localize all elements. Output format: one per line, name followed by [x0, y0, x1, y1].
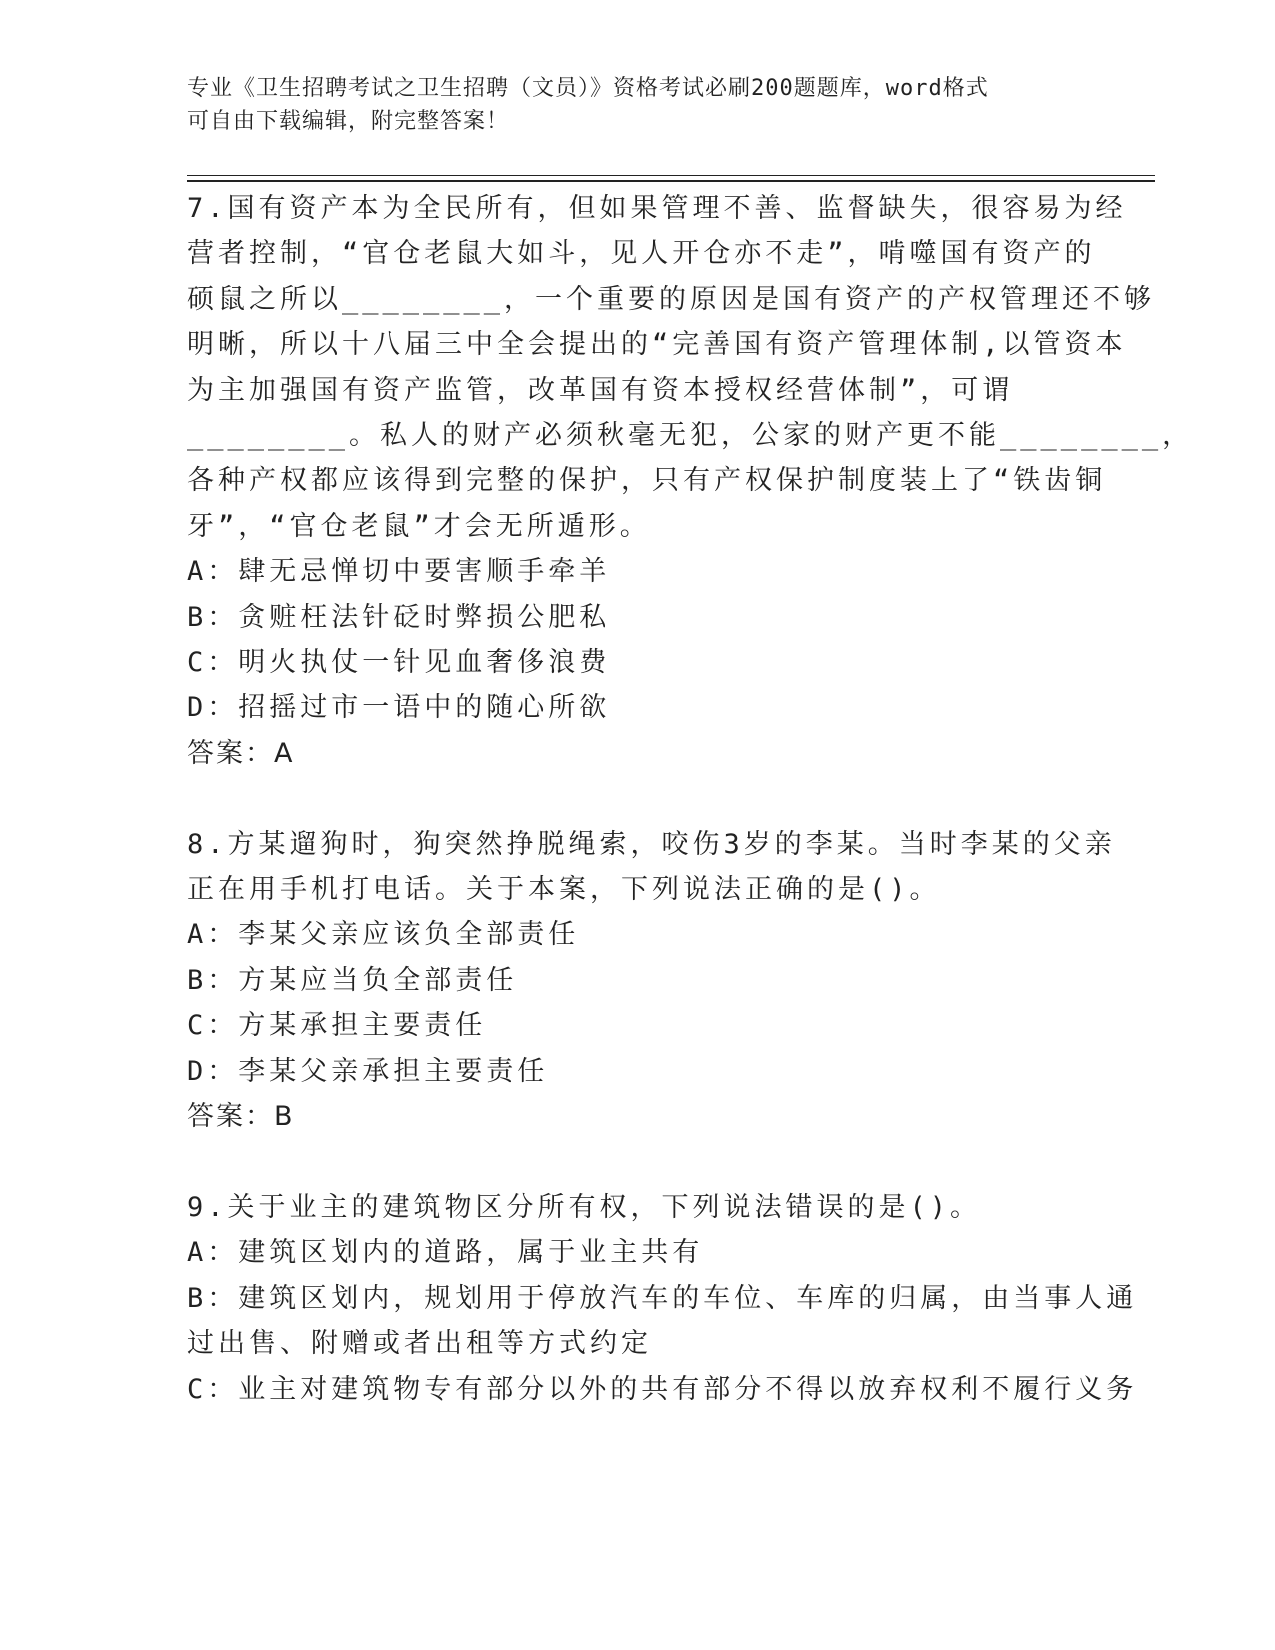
question-spacer — [187, 1140, 1077, 1185]
option-a: A：建筑区划内的道路，属于业主共有 — [187, 1237, 704, 1269]
option-b: B：方某应当负全部责任 — [187, 964, 518, 996]
option-a: A：李某父亲应该负全部责任 — [187, 919, 580, 951]
question-text-line: 9.关于业主的建筑物区分所有权，下列说法错误的是()。 — [187, 1191, 982, 1223]
question-text-line: 正在用手机打电话。关于本案，下列说法正确的是()。 — [187, 874, 941, 906]
question-list — [187, 186, 1194, 1412]
header-line-1: 专业《卫生招聘考试之卫生招聘（文员）》资格考试必刷200题题库，word格式 — [187, 76, 989, 101]
question-text-line: 7.国有资产本为全民所有，但如果管理不善、监督缺失，很容易为经 — [187, 193, 1127, 224]
header-line-2: 可自由下载编辑，附完整答案！ — [187, 109, 510, 134]
question-text-line: 营者控制，“官仓老鼠大如斗，见人开仓亦不走”，啃噬国有资产的 — [187, 238, 1096, 270]
answer-line: 答案：A — [187, 737, 295, 769]
question-7 — [187, 186, 1194, 776]
option-b: B：建筑区划内，规划用于停放汽车的车位、车库的归属，由当事人通 — [187, 1282, 1138, 1314]
option-c: C：业主对建筑物专有部分以外的共有部分不得以放弃权利不履行义务 — [187, 1373, 1138, 1405]
question-text-line: ________。私人的财产必须秋毫无犯，公家的财产更不能________， — [187, 420, 1194, 452]
header-divider-thick — [187, 180, 1155, 182]
option-d: D：招摇过市一语中的随心所欲 — [187, 692, 611, 724]
question-text-line: 各种产权都应该得到完整的保护，只有产权保护制度装上了“铁齿铜 — [187, 465, 1107, 497]
header-divider-thin — [187, 175, 1155, 176]
question-text-line: 硕鼠之所以________，一个重要的原因是国有资产的产权管理还不够 — [187, 283, 1156, 315]
option-d: D：李某父亲承担主要责任 — [187, 1055, 549, 1087]
option-c: C：明火执仗一针见血奢侈浪费 — [187, 647, 611, 679]
question-8 — [187, 822, 1116, 1140]
question-spacer — [187, 776, 1077, 821]
option-b-continued: 过出售、附赠或者出租等方式约定 — [187, 1328, 652, 1360]
option-a: A：肆无忌惮切中要害顺手牵羊 — [187, 556, 611, 588]
question-9 — [187, 1185, 1138, 1412]
option-b: B：贪赃枉法针砭时弊损公肥私 — [187, 601, 611, 633]
answer-line: 答案：B — [187, 1101, 295, 1133]
document-header — [187, 72, 1067, 138]
option-c: C：方某承担主要责任 — [187, 1010, 487, 1042]
question-text-line: 牙”，“官仓老鼠”才会无所遁形。 — [187, 510, 651, 542]
question-text-line: 明晰，所以十八届三中全会提出的“完善国有资产管理体制,以管资本 — [187, 329, 1127, 361]
question-text-line: 为主加强国有资产监管，改革国有资本授权经营体制”，可谓 — [187, 374, 1014, 406]
question-text-line: 8.方某遛狗时，狗突然挣脱绳索，咬伤3岁的李某。当时李某的父亲 — [187, 828, 1116, 860]
